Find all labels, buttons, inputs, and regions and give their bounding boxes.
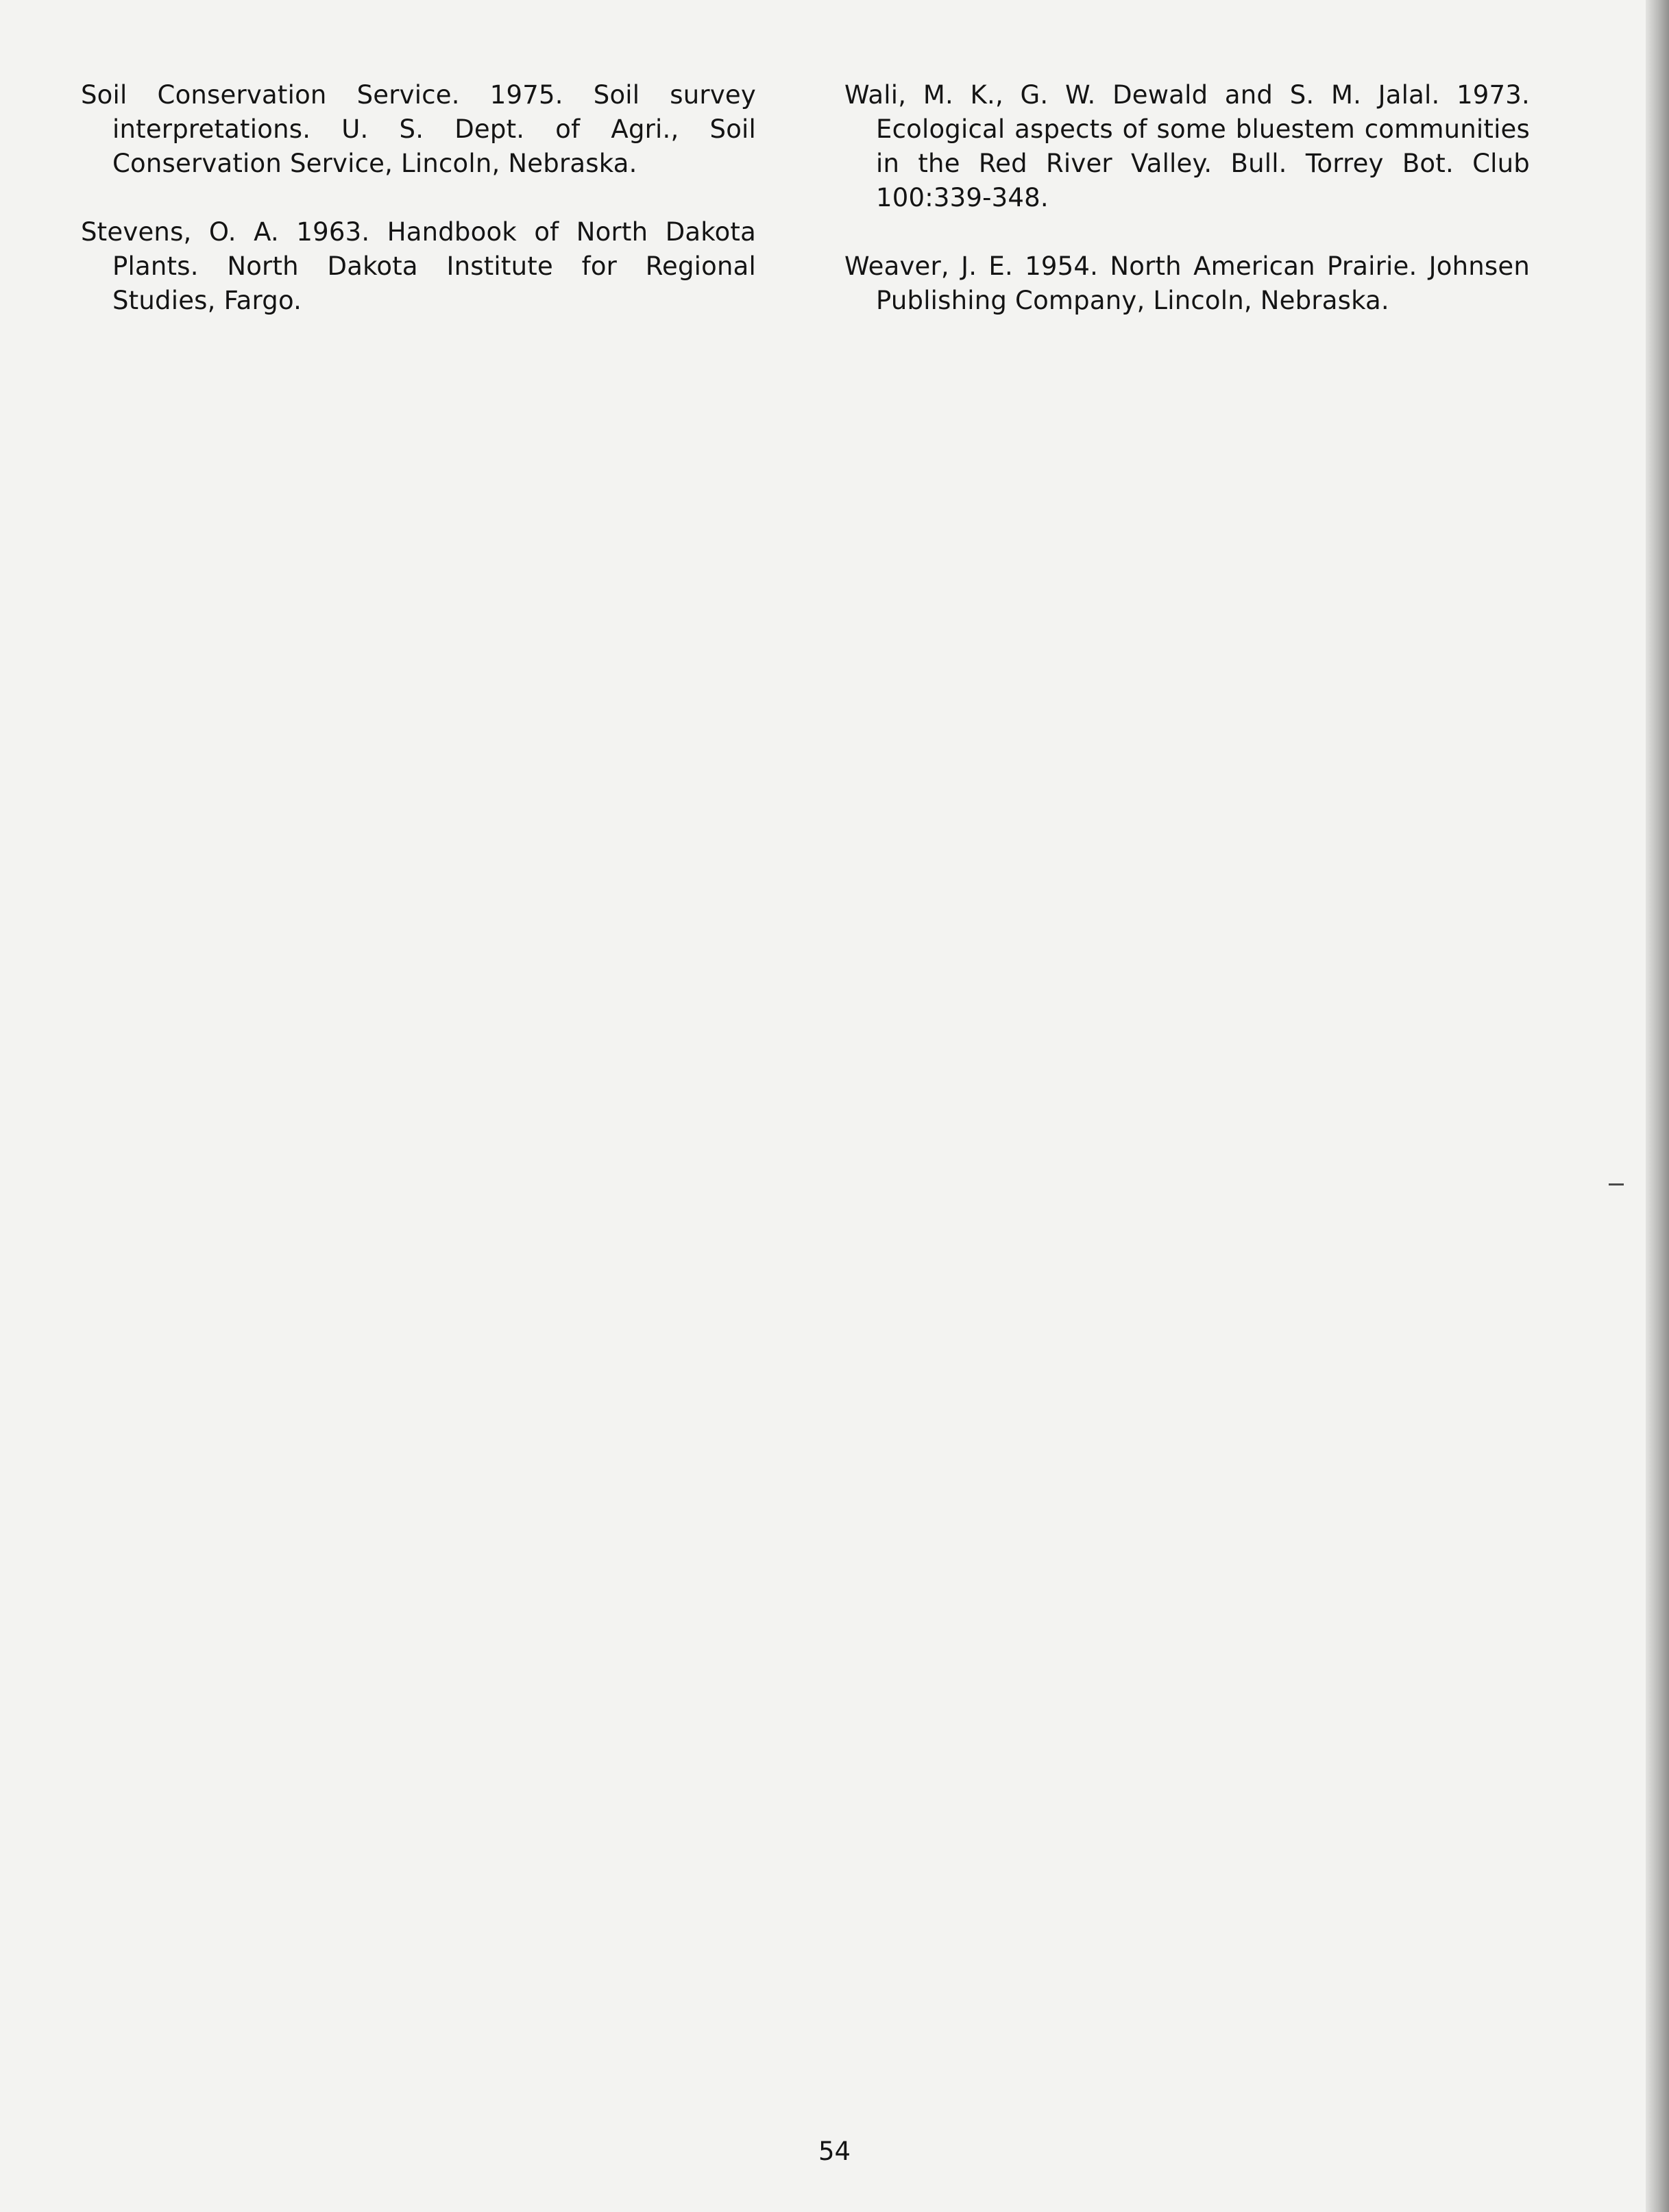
scan-edge-shadow — [1646, 0, 1669, 2212]
page-number: 54 — [818, 2137, 851, 2166]
references-left-column — [81, 78, 756, 352]
margin-mark — [1609, 1183, 1624, 1185]
reference-entry: Soil Conservation Service. 1975. Soil survey interpretations. U. S. Dept. of Agri., Soil Conservation Service, Lincoln, Nebraska. — [81, 80, 756, 178]
reference-entry: Stevens, O. A. 1963. Handbook of North Dakota Plants. North Dakota Institute for Regional Studies, Fargo. — [81, 217, 756, 315]
reference-entry: Weaver, J. E. 1954. North American Prairie. Johnsen Publishing Company, Lincoln, Nebraska. — [844, 251, 1530, 315]
references-right-column — [844, 78, 1530, 352]
reference-entry: Wali, M. K., G. W. Dewald and S. M. Jalal. 1973. Ecological aspects of some bluestem communities in the Red River Valley. Bull. Torrey Bot. Club 100:339-348. — [844, 80, 1530, 212]
